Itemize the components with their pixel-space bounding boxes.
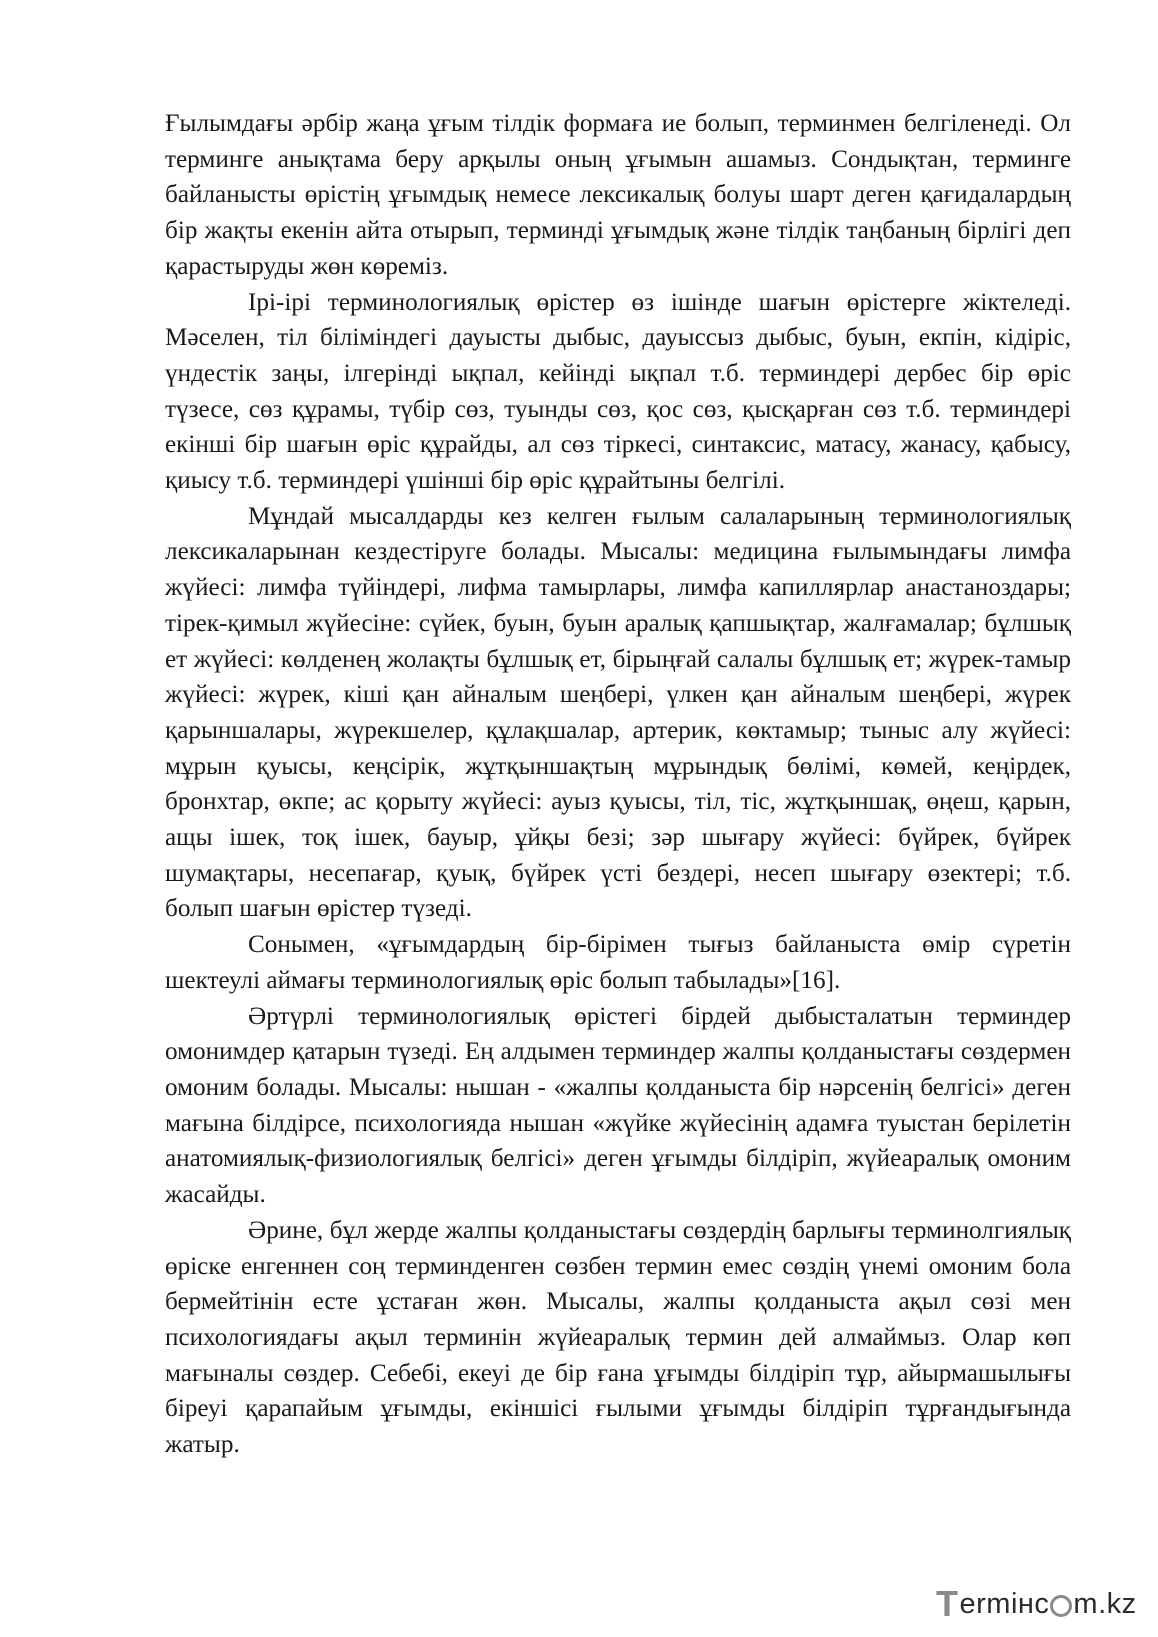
paragraph-5: Әртүрлі терминологиялық өрістегі бірдей дыбысталатын терминдер омонимдер қатарын түзеді. Ең алдымен терминдер жалпы қолданыстағы сөздермен омоним болады. Мысалы: нышан - «жалпы қолданыста бір нәрсенің белгісі» деген мағына білдірсе, психологияда нышан «жүйке жүйесінің адамға туыстан берілетін анатомиялық-физиологиялық белгісі» деген ұғымды білдіріп, жүйеаралық омоним жасайды.	[165, 1002, 1071, 1209]
paragraph-1: Ғылымдағы әрбір жаңа ұғым тілдік формаға ие болып, терминмен белгіленеді. Ол терминге анықтама беру арқылы оның ұғымын ашамыз. Сондықтан, терминге байланысты өрістің ұғымдық немесе лексикалық болуы шарт деген қағидалардың бір жақты екенін айта отырып, терминді ұғымдық және тілдік таңбаның бірлігі деп қарастыруды жөн көреміз.	[165, 110, 1071, 280]
paragraph-2: Ірі-ірі терминологиялық өрістер өз ішінде шағын өрістерге жіктеледі. Мәселен, тіл біліміндегі дауысты дыбыс, дауыссыз дыбыс, буын, екпін, кідіріс, үндестік заңы, ілгерінді ықпал, кейінді ықпал т.б. терминдері дербес бір өріс түзесе, сөз құрамы, түбір сөз, туынды сөз, қос сөз, қысқарған сөз т.б. терминдері екінші бір шағын өріс құрайды, ал сөз тіркесі, синтаксис, матасу, жанасу, қабысу, қиысу т.б. терминдері үшінші бір өріс құрайтыны белгілі.	[165, 288, 1071, 495]
paragraph-3: Мұндай мысалдарды кез келген ғылым салаларының терминологиялық лексикаларынан кездестіруге болады. Мысалы: медицина ғылымындағы лимфа жүйесі: лимфа түйіндері, лифма тамырлары, лимфа капиллярлар анастанoздары; тірек-қимыл жүйесіне: сүйек, буын, буын аралық қапшықтар, жалғамалар; бұлшық ет жүйесі: көлденең жолақты бұлшық ет, бірыңғай салалы бұлшық ет; жүрек-тамыр жүйесі: жүрек, кіші қан айналым шеңбері, үлкен қан айналым шеңбері, жүрек қарыншалары, жүрекшелер, құлақшалар, артерик, көктамыр; тыныс алу жүйесі: мұрын қуысы, кеңсірік, жұтқыншақтың мұрындық бөлімі, көмей, кеңірдек, бронхтар, өкпе; ас қорыту жүйесі: ауыз қуысы, тіл, тіс, жұтқыншақ, өңеш, қарын, ащы ішек, тоқ ішек, бауыр, ұйқы безі; зәр шығару жүйесі: бүйрек, бүйрек шумақтары, несепағар, қуық, бүйрек үсті бездері, несеп шығару өзектері; т.б. болып шағын өрістер түзеді.	[165, 502, 1071, 923]
paragraph-6: Әрине, бұл жерде жалпы қолданыстағы сөздердің барлығы терминолгиялық өріске енгеннен соң терминденген сөзбен термин емес сөздің үнемі омоним бола бермейтінін есте ұстаған жөн. Мысалы, жалпы қолданыста ақыл сөзі мен психологиядағы ақыл терминін жүйеаралық термин дей алмаймыз. Олар көп мағыналы сөздер. Себебі, екеуі де бір ғана ұғымды білдіріп тұр, айырмашылығы біреуі қарапайым ұғымды, екіншісі ғылыми ұғымды білдіріп тұрғандығында жатыр.	[165, 1216, 1071, 1459]
document-page	[165, 106, 1071, 1463]
paragraph-4: Сонымен, «ұғымдардың бір-бірімен тығыз байланыста өмір сүретін шектеулі аймағы терминологиялық өріс болып табылады»[16].	[165, 931, 1071, 994]
watermark-ring-icon	[1050, 1595, 1072, 1617]
watermark-text-part1: ermінc	[959, 1587, 1050, 1620]
termincom-watermark	[936, 1584, 1137, 1624]
watermark-text-part2: m.kz	[1073, 1587, 1137, 1620]
watermark-logo-t: T	[936, 1583, 959, 1624]
